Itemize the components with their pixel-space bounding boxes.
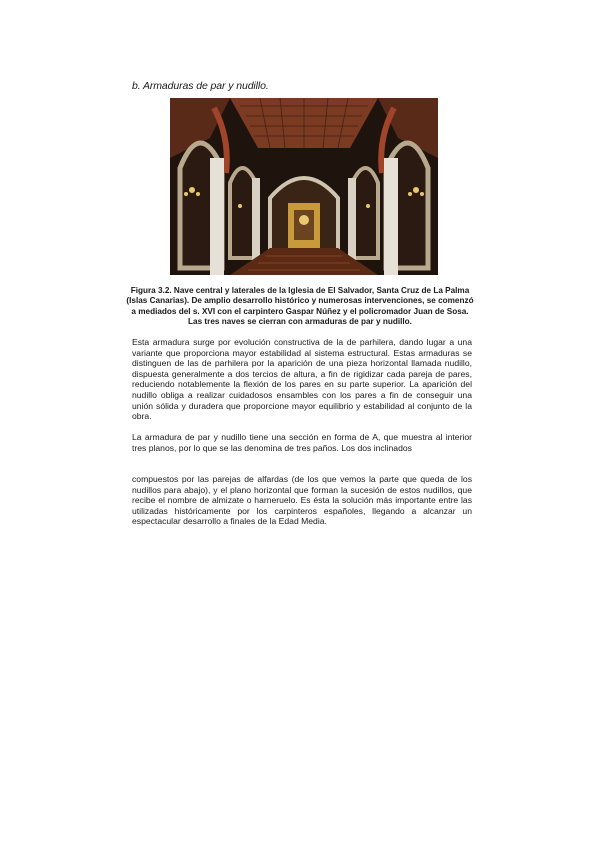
section-heading: b. Armaduras de par y nudillo. [132, 80, 269, 92]
church-nave-illustration [170, 98, 438, 275]
church-nave-photo [170, 98, 438, 275]
paragraph: Esta armadura surge por evolución constructiva de la de parhilera, dando lugar a una variante que proporciona mayor estabilidad al sistema estructural. Estas armaduras se distinguen de las de parhilera por la aparición de una pieza horizontal llamada nudillo, dispuesta generalmente a dos tercios de altura, a fin de rigidizar cada pareja de pares, reduciendo notablemente la flexión de los pares en su parte superior. La aparición del nudillo obliga a realizar cuidadosos ensambles con los pares a fin de conseguir una unión sólida y duradera que proporcione mayor equilibrio y estabilidad al conjunto de la obra. [132, 337, 472, 422]
figure-caption: Figura 3.2. Nave central y laterales de la Iglesia de El Salvador, Santa Cruz de La Palma (Islas Canarias). De amplio desarrollo histórico y numerosas intervenciones, se comenzó a mediados del s. XVI con el carpintero Gaspar Núñez y el policromador Juan de Sosa. Las tres naves se cierran con armaduras de par y nudillo. [126, 286, 474, 327]
paragraph: compuestos por las parejas de alfardas (de los que vemos la parte que queda de los nudillos para abajo), y el plano horizontal que forman la sucesión de estos nudillos, que recibe el nombre de almizate o harneruelo. Es ésta la solución más importante entre las utilizadas históricamente por los carpinteros españoles, llegando a alcanzar un espectacular desarrollo a finales de la Edad Media. [132, 474, 472, 527]
paragraph: La armadura de par y nudillo tiene una sección en forma de A, que muestra al interior tres planos, por lo que se las denomina de tres paños. Los dos inclinados [132, 432, 472, 453]
